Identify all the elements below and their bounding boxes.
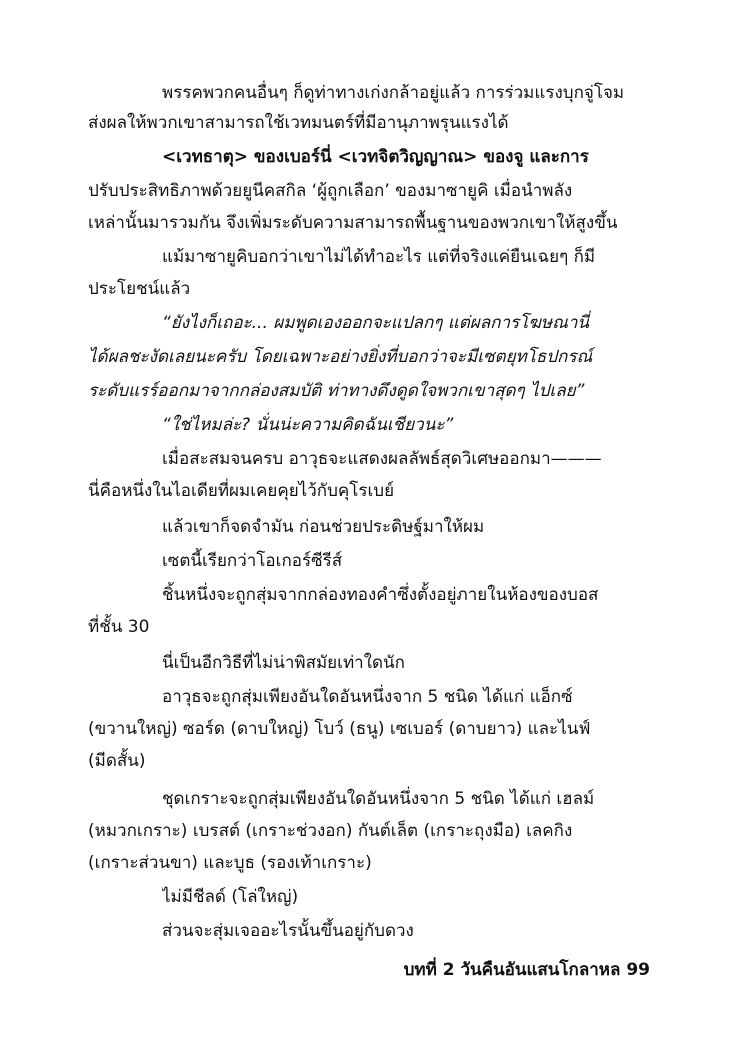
paragraph-line: ส่งผลให้พวกเขาสามารถใช้เวทมนตร์ที่มีอานุภาพรุนแรงได้ [88, 113, 509, 133]
paragraph-line: ปรับประสิทธิภาพด้วยยูนีคสกิล ‘ผู้ถูกเลือก’ ของมาซายูคิ เมื่อนำพลัง [88, 181, 573, 201]
paragraph-line: ชุดเกราะจะถูกสุ่มเพียงอันใดอันหนึ่งจาก 5 ชนิด ได้แก่ เฮลม์ [162, 789, 595, 809]
page-footer: บทที่ 2 วันคืนอันแสนโกลาหล 99 [403, 960, 650, 980]
paragraph-line: ไม่มีชีลด์ (โล่ใหญ่) [162, 887, 299, 907]
paragraph-line: (เกราะส่วนขา) และบูธ (รองเท้าเกราะ) [88, 853, 372, 873]
paragraph-line: (มีดสั้น) [88, 751, 146, 771]
paragraph-line: เหล่านั้นมารวมกัน จึงเพิ่มระดับความสามารถพื้นฐานของพวกเขาให้สูงขึ้น [88, 213, 618, 233]
paragraph-line: ประโยชน์แล้ว [88, 279, 191, 299]
paragraph-line: ที่ชั้น 30 [88, 617, 150, 637]
dialogue-line: “ยังไงก็เถอะ... ผมพูดเองออกจะแปลกๆ แต่ผลการโฆษณานี่ [162, 313, 590, 333]
dialogue-line: ได้ผลชะงัดเลยนะครับ โดยเฉพาะอย่างยิ่งที่บอกว่าจะมีเซตยุทโธปกรณ์ [88, 347, 593, 367]
paragraph-line: เมื่อสะสมจนครบ อาวุธจะแสดงผลลัพธ์สุดวิเศษออกมา——— [162, 449, 602, 469]
paragraph-line: ชิ้นหนึ่งจะถูกสุ่มจากกล่องทองคำซึ่งตั้งอยู่ภายในห้องของบอส [162, 585, 599, 605]
paragraph-line: แม้มาซายูคิบอกว่าเขาไม่ได้ทำอะไร แต่ที่จริงแค่ยืนเฉยๆ ก็มี [162, 247, 596, 267]
paragraph-line: เซตนี้เรียกว่าโอเกอร์ซีรีส์ [162, 551, 343, 571]
paragraph-line: แล้วเขาก็จดจำมัน ก่อนช่วยประดิษฐ์มาให้ผม [162, 517, 485, 537]
paragraph-line: นี่เป็นอีกวิธีที่ไม่น่าพิสมัยเท่าใดนัก [162, 653, 405, 673]
paragraph-line: (หมวกเกราะ) เบรสต์ (เกราะช่วงอก) กันต์เล็ต (เกราะถุงมือ) เลคกิง [88, 821, 573, 841]
dialogue-line: ระดับแรร์ออกมาจากกล่องสมบัติ ท่าทางดึงดูดใจพวกเขาสุดๆ ไปเลย” [88, 381, 585, 401]
paragraph-line: ส่วนจะสุ่มเจออะไรนั้นขึ้นอยู่กับดวง [162, 921, 414, 941]
dialogue-line: “ใช่ไหมล่ะ? นั่นน่ะความคิดฉันเชียวนะ” [162, 415, 454, 435]
book-page [88, 78, 650, 988]
paragraph-line: พรรคพวกคนอื่นๆ ก็ดูท่าทางเก่งกล้าอยู่แล้ว การร่วมแรงบุกจู่โจม [162, 83, 625, 103]
paragraph-line: (ขวานใหญ่) ซอร์ด (ดาบใหญ่) โบว์ (ธนู) เซเบอร์ (ดาบยาว) และไนฟ์ [88, 719, 591, 739]
paragraph-line: <เวทธาตุ> ของเบอร์นี่ <เวทจิตวิญญาณ> ของจู และการ [162, 147, 589, 167]
paragraph-line: อาวุธจะถูกสุ่มเพียงอันใดอันหนึ่งจาก 5 ชนิด ได้แก่ แอ็กซ์ [162, 687, 573, 707]
paragraph-line: นี่คือหนึ่งในไอเดียที่ผมเคยคุยไว้กับคุโรเบย์ [88, 481, 395, 501]
